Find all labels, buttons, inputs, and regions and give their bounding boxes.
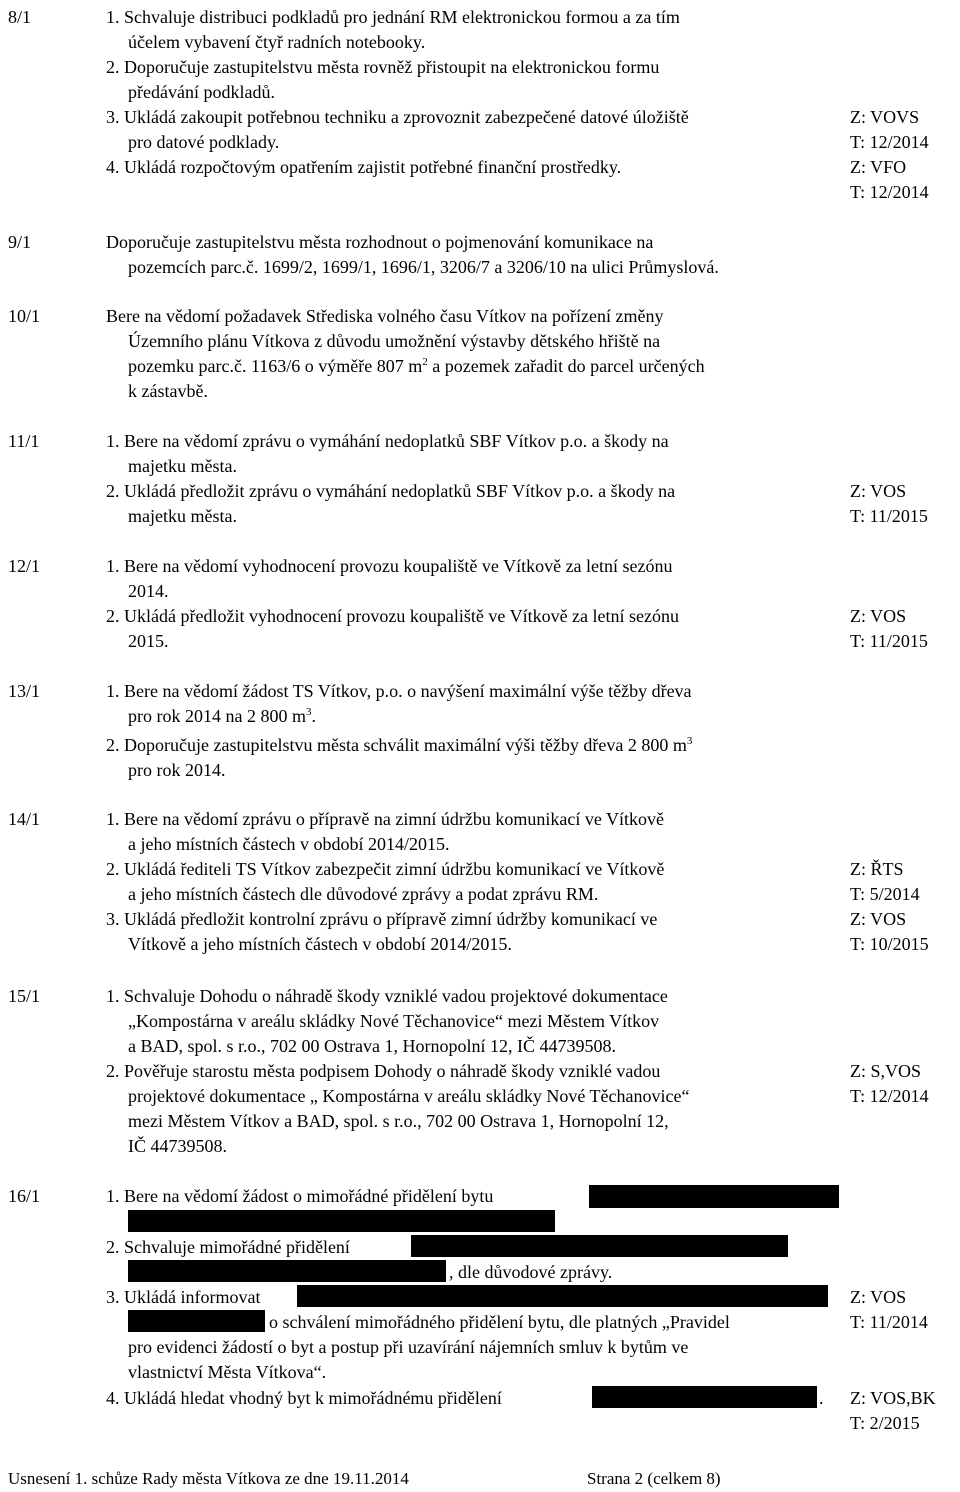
responsible-person: Z: VOS,BK xyxy=(850,1388,936,1408)
resolution-line: . xyxy=(819,1388,824,1408)
resolution-line: 1. Bere na vědomí zprávu o vymáhání nedoplatků SBF Vítkov p.o. a škody na xyxy=(106,431,669,451)
item-number: 15/1 xyxy=(8,986,41,1006)
resolution-line: 2. Ukládá řediteli TS Vítkov zabezpečit zimní údržbu komunikací ve Vítkově xyxy=(106,859,665,879)
resolution-line: pozemku parc.č. 1163/6 o výměře 807 $m^2$ a pozemek zařadit do parcel určených xyxy=(128,356,705,376)
resolution-line: a jeho místních částech dle důvodové zprávy a podat zprávu RM. xyxy=(128,884,599,904)
resolution-line: 2. Ukládá předložit vyhodnocení provozu koupaliště ve Vítkově za letní sezónu xyxy=(106,606,680,626)
responsible-person: Z: S,VOS xyxy=(850,1061,922,1081)
responsible-person: Z: VOS xyxy=(850,481,907,501)
responsible-person: Z: ŘTS xyxy=(850,859,904,879)
resolution-line: účelem vybavení čtyř radních notebooky. xyxy=(128,32,426,52)
footer-page-number: Strana 2 (celkem 8) xyxy=(587,1469,721,1488)
responsible-person: Z: VOS xyxy=(850,909,907,929)
item-number: 14/1 xyxy=(8,809,41,829)
deadline: T: 11/2015 xyxy=(850,506,928,526)
resolution-line: a BAD, spol. s r.o., 702 00 Ostrava 1, Hornopolní 12, IČ 44739508. xyxy=(128,1036,616,1056)
item-number: 12/1 xyxy=(8,556,41,576)
resolution-line: pozemcích parc.č. 1699/2, 1699/1, 1696/1, 3206/7 a 3206/10 na ulici Průmyslová. xyxy=(128,257,719,277)
redaction-block xyxy=(589,1185,839,1208)
item-number: 16/1 xyxy=(8,1186,41,1206)
resolution-line: vlastnictví Města Vítkova“. xyxy=(128,1362,327,1382)
footer-document-title: Usnesení 1. schůze Rady města Vítkova ze dne 19.11.2014 xyxy=(8,1469,409,1488)
resolution-line: 1. Schvaluje Dohodu o náhradě škody vzniklé vadou projektové dokumentace xyxy=(106,986,668,1006)
responsible-person: Z: VFO xyxy=(850,157,907,177)
resolution-line: pro rok 2014 na 2 800 $m^3$. xyxy=(128,706,316,726)
redaction-block xyxy=(411,1235,788,1257)
resolution-line: o schválení mimořádného přidělení bytu, dle platných „Pravidel xyxy=(269,1312,730,1332)
resolution-line: projektové dokumentace „ Kompostárna v areálu skládky Nové Těchanovice“ xyxy=(128,1086,690,1106)
resolution-line: 1. Bere na vědomí zprávu o přípravě na zimní údržbu komunikací ve Vítkově xyxy=(106,809,664,829)
resolution-line: „Kompostárna v areálu skládky Nové Těchanovice“ mezi Městem Vítkov xyxy=(128,1011,660,1031)
resolution-line: Doporučuje zastupitelstvu města rozhodnout o pojmenování komunikace na xyxy=(106,232,654,252)
resolution-line: pro evidenci žádostí o byt a postup při uzavírání nájemních smluv k bytům ve xyxy=(128,1337,689,1357)
resolution-line: předávání podkladů. xyxy=(128,82,275,102)
resolution-line: IČ 44739508. xyxy=(128,1136,227,1156)
responsible-person: Z: VOVS xyxy=(850,107,920,127)
item-number: 13/1 xyxy=(8,681,41,701)
resolution-line: 4. Ukládá hledat vhodný byt k mimořádnému přidělení xyxy=(106,1388,502,1408)
resolution-line: majetku města. xyxy=(128,506,237,526)
resolution-line: 2. Pověřuje starostu města podpisem Dohody o náhradě škody vzniklé vadou xyxy=(106,1061,661,1081)
resolution-line: Bere na vědomí požadavek Střediska volného času Vítkov na pořízení změny xyxy=(106,306,664,326)
resolution-line: Územního plánu Vítkova z důvodu umožnění výstavby dětského hřiště na xyxy=(128,331,661,351)
item-number: 9/1 xyxy=(8,232,32,252)
resolution-line: 1. Bere na vědomí žádost o mimořádné přidělení bytu xyxy=(106,1186,494,1206)
resolution-line: 3. Ukládá předložit kontrolní zprávu o přípravě zimní údržby komunikací ve xyxy=(106,909,658,929)
redaction-block xyxy=(128,1260,446,1282)
deadline: T: 5/2014 xyxy=(850,884,920,904)
resolution-line: 2014. xyxy=(128,581,169,601)
resolution-line: 1. Schvaluje distribuci podkladů pro jednání RM elektronickou formou a za tím xyxy=(106,7,680,27)
resolution-line: pro datové podklady. xyxy=(128,132,280,152)
deadline: T: 11/2014 xyxy=(850,1312,928,1332)
resolution-line: 2. Ukládá předložit zprávu o vymáhání nedoplatků SBF Vítkov p.o. a škody na xyxy=(106,481,676,501)
resolution-line: 2015. xyxy=(128,631,169,651)
responsible-person: Z: VOS xyxy=(850,1287,907,1307)
item-number: 8/1 xyxy=(8,7,32,27)
redaction-block xyxy=(592,1386,817,1408)
resolution-line: 1. Bere na vědomí žádost TS Vítkov, p.o. o navýšení maximální výše těžby dřeva xyxy=(106,681,692,701)
deadline: T: 11/2015 xyxy=(850,631,928,651)
resolution-line: 2. Schvaluje mimořádné přidělení xyxy=(106,1237,350,1257)
resolution-line: Vítkově a jeho místních částech v období 2014/2015. xyxy=(128,934,512,954)
redaction-block xyxy=(297,1285,828,1307)
resolution-line: mezi Městem Vítkov a BAD, spol. s r.o., 702 00 Ostrava 1, Hornopolní 12, xyxy=(128,1111,669,1131)
deadline: T: 2/2015 xyxy=(850,1413,920,1433)
resolution-line: pro rok 2014. xyxy=(128,760,226,780)
resolution-line: 2. Doporučuje zastupitelstvu města rovněž přistoupit na elektronickou formu xyxy=(106,57,660,77)
deadline: T: 12/2014 xyxy=(850,182,929,202)
resolution-line: k zástavbě. xyxy=(128,381,208,401)
resolution-line: , dle důvodové zprávy. xyxy=(449,1262,613,1282)
redaction-block xyxy=(128,1210,555,1232)
resolution-line: majetku města. xyxy=(128,456,237,476)
resolution-line: 3. Ukládá zakoupit potřebnou techniku a zprovoznit zabezpečené datové úložiště xyxy=(106,107,689,127)
resolution-line: 3. Ukládá informovat xyxy=(106,1287,261,1307)
responsible-person: Z: VOS xyxy=(850,606,907,626)
item-number: 11/1 xyxy=(8,431,40,451)
resolution-line: a jeho místních částech v období 2014/2015. xyxy=(128,834,450,854)
redaction-block xyxy=(128,1310,265,1332)
resolution-line: 1. Bere na vědomí vyhodnocení provozu koupaliště ve Vítkově za letní sezónu xyxy=(106,556,673,576)
item-number: 10/1 xyxy=(8,306,41,326)
resolution-line: 2. Doporučuje zastupitelstvu města schválit maximální výši těžby dřeva 2 800 $m^3$ xyxy=(106,735,693,755)
deadline: T: 12/2014 xyxy=(850,132,929,152)
deadline: T: 12/2014 xyxy=(850,1086,929,1106)
resolution-line: 4. Ukládá rozpočtovým opatřením zajistit potřebné finanční prostředky. xyxy=(106,157,622,177)
deadline: T: 10/2015 xyxy=(850,934,929,954)
